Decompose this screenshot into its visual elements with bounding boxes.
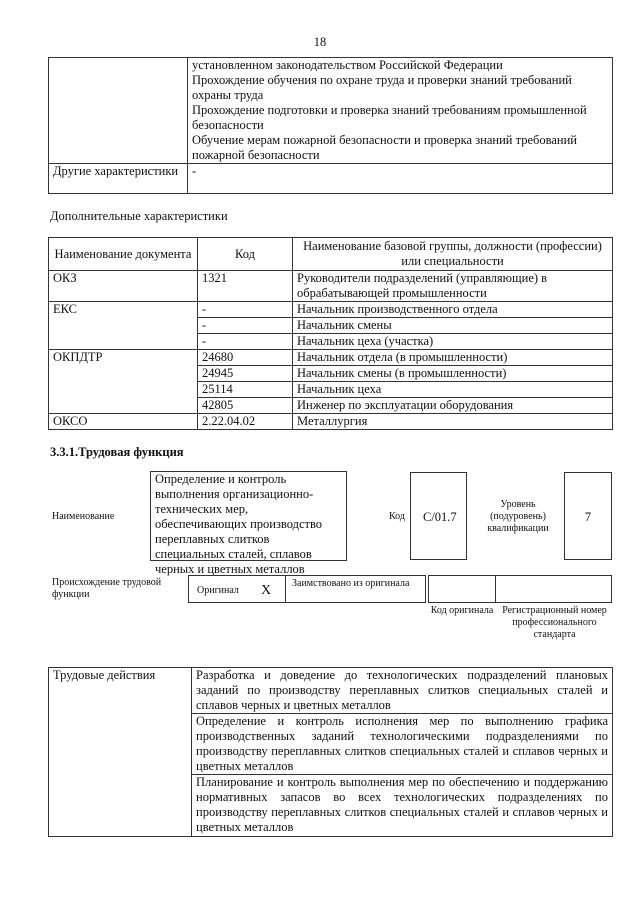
name-cell: Начальник смены [293, 318, 613, 334]
name-label: Наименование [52, 511, 115, 522]
action-item: Определение и контроль исполнения мер по выполнению графика производственных заданий технологическими подразделениями по производству переплавных слитков специальных сталей и сплавов черных и цветных металлов [192, 714, 613, 775]
code-label: Код [389, 511, 405, 522]
original-box[interactable] [188, 575, 286, 603]
name-cell: Начальник смены (в промышленности) [293, 366, 613, 382]
code-cell: - [198, 334, 293, 350]
actions-label: Трудовые действия [49, 668, 192, 837]
page-number: 18 [313, 35, 327, 49]
original-mark: X [261, 583, 272, 598]
table-row [49, 302, 613, 318]
level-value-box: 7 [564, 472, 612, 560]
requirement-line: Прохождение подготовки и проверка знаний требованиям промышленной безопасности [192, 103, 587, 132]
code-cell: 42805 [198, 398, 293, 414]
code-cell: 25114 [198, 382, 293, 398]
code-cell: - [198, 302, 293, 318]
code-cell: 1321 [198, 271, 293, 302]
name-cell: Металлургия [293, 414, 613, 430]
original-code-label: Код оригинала [430, 605, 494, 616]
function-name-box: Определение и контроль выполнения организационно-технических мер, обеспечивающих производство переплавных слитков специальных сталей, сплавов черных и цветных металлов [150, 471, 347, 561]
requirement-line: Прохождение обучения по охране труда и проверки знаний требований охраны труда [192, 73, 572, 102]
name-cell: Инженер по эксплуатации оборудования [293, 398, 613, 414]
action-item: Планирование и контроль выполнения мер по обеспечению и поддержанию нормативных запасов во всех технологических подразделениях по производству переплавных слитков специальных сталей и сплавов черных и цветных металлов [192, 775, 613, 837]
table-row [49, 350, 613, 366]
name-cell: Начальник производственного отдела [293, 302, 613, 318]
table-row [49, 271, 613, 302]
additional-title: Дополнительные характеристики [50, 209, 228, 223]
name-cell: Начальник отдела (в промышленности) [293, 350, 613, 366]
other-label: Другие характеристики [49, 164, 188, 194]
doc-cell: ЕКС [49, 302, 198, 350]
original-code-box[interactable] [428, 575, 496, 603]
original-label: Оригинал [197, 585, 239, 596]
requirement-line: установленном законодательством Российской Федерации [192, 58, 503, 72]
name-cell: Руководители подразделений (управляющие) в обрабатывающей промышленности [293, 271, 613, 302]
header-doc: Наименование документа [49, 238, 198, 271]
actions-table [48, 667, 613, 837]
name-cell: Начальник цеха [293, 382, 613, 398]
additional-table [48, 237, 613, 430]
header-code: Код [198, 238, 293, 271]
table-row [49, 414, 613, 430]
origin-label: Происхождение трудовой функции [52, 577, 162, 600]
requirements-table [48, 57, 613, 194]
code-cell: 24945 [198, 366, 293, 382]
requirements-cell [188, 58, 613, 164]
borrowed-box[interactable]: Заимствовано из оригинала [285, 575, 426, 603]
reg-number-box[interactable] [495, 575, 612, 603]
code-cell: 24680 [198, 350, 293, 366]
doc-cell: ОКЗ [49, 271, 198, 302]
function-code-box: C/01.7 [410, 472, 467, 560]
requirement-line: Обучение мерам пожарной безопасности и проверка знаний требований пожарной безопасности [192, 133, 577, 162]
doc-cell: ОКПДТР [49, 350, 198, 414]
header-name: Наименование базовой группы, должности (профессии) или специальности [293, 238, 613, 271]
code-cell: 2.22.04.02 [198, 414, 293, 430]
level-label: Уровень (подуровень) квалификации [487, 499, 549, 534]
code-cell: - [198, 318, 293, 334]
name-cell: Начальник цеха (участка) [293, 334, 613, 350]
function-title: 3.3.1.Трудовая функция [50, 445, 184, 459]
doc-cell: ОКСО [49, 414, 198, 430]
reg-number-label: Регистрационный номер профессионального стандарта [502, 605, 607, 640]
other-value: - [188, 164, 613, 194]
empty-cell [49, 58, 188, 164]
action-item: Разработка и доведение до технологических подразделений плановых заданий по производству переплавных слитков специальных сталей и сплавов черных и цветных металлов [192, 668, 613, 714]
